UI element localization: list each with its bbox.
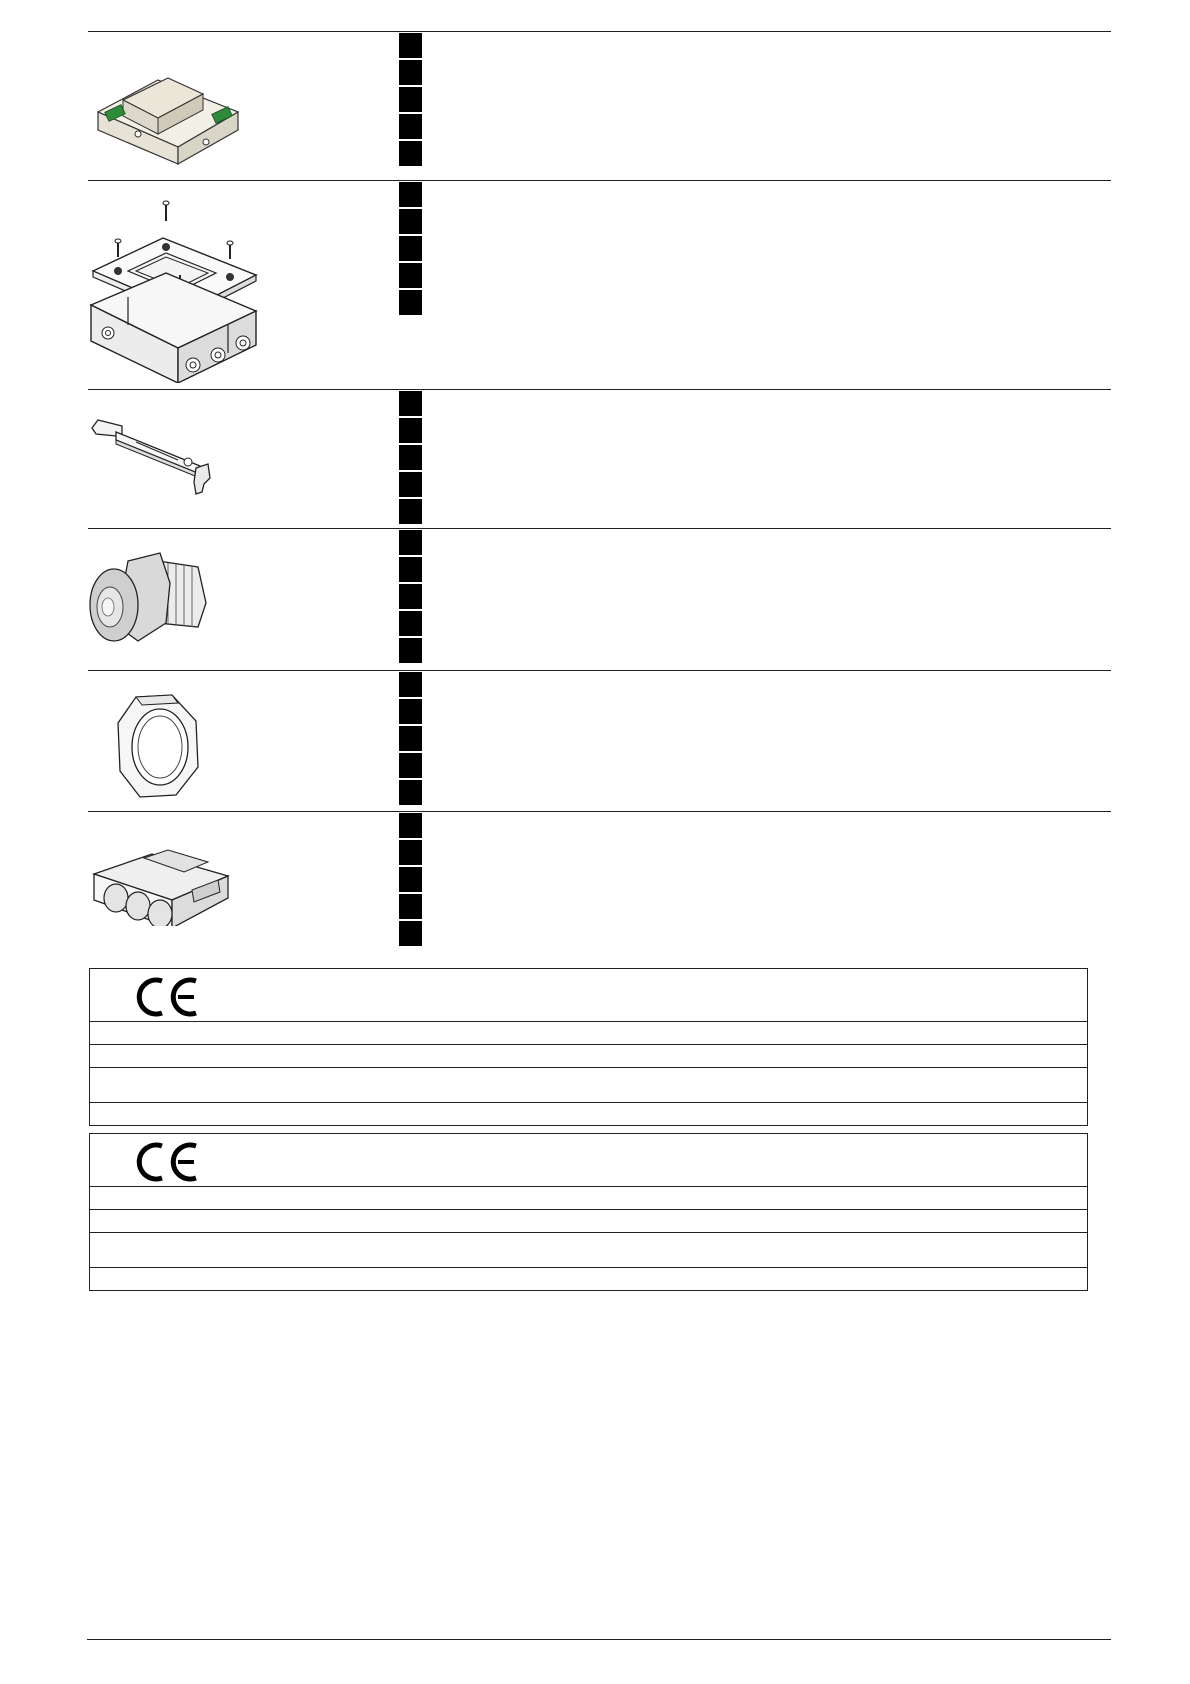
language-code — [399, 699, 422, 724]
certificate-row — [90, 1210, 1087, 1233]
language-row — [399, 866, 1111, 893]
language-code — [399, 418, 422, 443]
language-row — [399, 556, 1111, 583]
language-row — [399, 529, 1111, 556]
part-row-lock-nut — [88, 670, 1111, 811]
part-row-controller-module — [88, 31, 1111, 180]
ce-mark-icon — [134, 975, 200, 1019]
language-code — [399, 33, 422, 58]
language-row — [399, 208, 1111, 235]
parts-list — [88, 31, 1111, 958]
part-row-din-rail-clip — [88, 389, 1111, 528]
language-row — [399, 752, 1111, 779]
certificate-row — [90, 1068, 1087, 1103]
part-row-push-wire-connector — [88, 811, 1111, 958]
certificate-header — [90, 969, 1087, 1022]
language-code — [399, 236, 422, 261]
language-row — [399, 140, 1111, 167]
language-row — [399, 471, 1111, 498]
language-list — [399, 181, 1111, 316]
language-code — [399, 894, 422, 919]
language-code — [399, 141, 422, 166]
lock-nut-image — [88, 671, 388, 811]
ce-mark-icon — [134, 1140, 200, 1184]
language-row — [399, 583, 1111, 610]
language-row — [399, 779, 1111, 806]
language-row — [399, 698, 1111, 725]
language-row — [399, 812, 1111, 839]
language-row — [399, 610, 1111, 637]
language-row — [399, 839, 1111, 866]
language-code — [399, 584, 422, 609]
certificate-table — [89, 1133, 1088, 1291]
language-row — [399, 920, 1111, 947]
language-code — [399, 445, 422, 470]
controller-module-image — [88, 32, 388, 180]
language-code — [399, 921, 422, 946]
certificate-row — [90, 1045, 1087, 1068]
language-code — [399, 391, 422, 416]
language-code — [399, 209, 422, 234]
language-row — [399, 498, 1111, 525]
language-code — [399, 672, 422, 697]
language-code — [399, 114, 422, 139]
language-code — [399, 753, 422, 778]
language-row — [399, 444, 1111, 471]
language-list — [399, 812, 1111, 947]
language-row — [399, 637, 1111, 664]
certificate-header — [90, 1134, 1087, 1187]
language-code — [399, 472, 422, 497]
language-code — [399, 780, 422, 805]
language-code — [399, 840, 422, 865]
language-row — [399, 417, 1111, 444]
language-code — [399, 813, 422, 838]
language-code — [399, 726, 422, 751]
language-code — [399, 867, 422, 892]
certificate-row — [90, 1233, 1087, 1268]
language-code — [399, 499, 422, 524]
din-rail-clip-image — [88, 390, 388, 528]
language-list — [399, 390, 1111, 525]
language-code — [399, 182, 422, 207]
certificate-row — [90, 1268, 1087, 1290]
language-list — [399, 32, 1111, 167]
certificate-table — [89, 968, 1088, 1126]
language-row — [399, 59, 1111, 86]
language-row — [399, 725, 1111, 752]
language-code — [399, 60, 422, 85]
language-row — [399, 390, 1111, 417]
part-row-junction-box — [88, 180, 1111, 389]
language-row — [399, 86, 1111, 113]
language-row — [399, 32, 1111, 59]
certificate-row — [90, 1103, 1087, 1125]
junction-box-image — [88, 181, 388, 389]
language-list — [399, 671, 1111, 806]
language-code — [399, 611, 422, 636]
language-row — [399, 289, 1111, 316]
language-code — [399, 530, 422, 555]
language-list — [399, 529, 1111, 664]
language-row — [399, 262, 1111, 289]
certificate-row — [90, 1022, 1087, 1045]
part-row-cable-gland — [88, 528, 1111, 670]
language-code — [399, 638, 422, 663]
certificate-row — [90, 1187, 1087, 1210]
language-row — [399, 181, 1111, 208]
language-row — [399, 893, 1111, 920]
footer-divider — [87, 1639, 1111, 1640]
cable-gland-image — [88, 529, 388, 670]
language-row — [399, 113, 1111, 140]
language-code — [399, 263, 422, 288]
push-wire-connector-image — [88, 812, 388, 958]
language-row — [399, 235, 1111, 262]
language-row — [399, 671, 1111, 698]
language-code — [399, 557, 422, 582]
language-code — [399, 87, 422, 112]
language-code — [399, 290, 422, 315]
